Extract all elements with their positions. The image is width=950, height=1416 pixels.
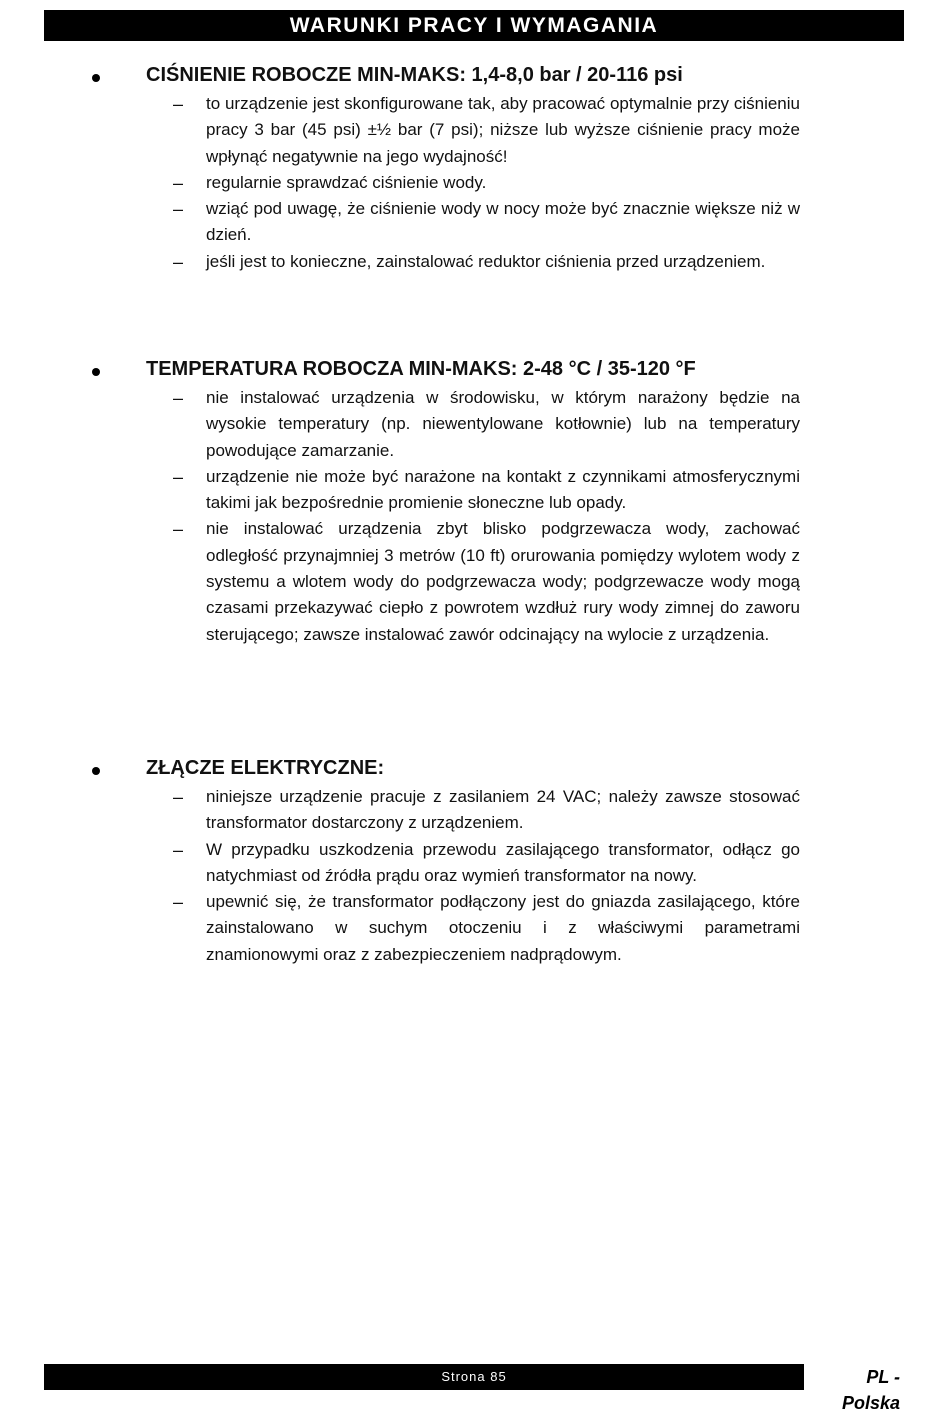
page-number: Strona 85: [441, 1369, 507, 1384]
dash-marker: –: [173, 839, 184, 860]
dash-marker: –: [173, 388, 184, 408]
section-bullet: [92, 767, 100, 775]
section-heading: CIŚNIENIE ROBOCZE MIN-MAKS: 1,4-8,0 bar / 20-116 psi: [146, 64, 683, 86]
page-footer: [44, 1364, 904, 1413]
list-item: – regularnie sprawdzać ciśnienie wody.: [0, 170, 950, 196]
section-heading: TEMPERATURA ROBOCZA MIN-MAKS: 2-48 °C / 35-120 °F: [146, 358, 696, 380]
list-item: – to urządzenie jest skonfigurowane tak, aby pracować optymalnie przy ciśnieniu pracy 3 bar (45 psi) ±½ bar (7 psi); niższe lub wyższe ciśnienie pracy może wpłynąć negatywnie na jego wydajność!: [0, 91, 950, 170]
list-item: – jeśli jest to konieczne, zainstalować reduktor ciśnienia przed urządzeniem.: [0, 249, 950, 275]
section-heading: ZŁĄCZE ELEKTRYCZNE:: [146, 757, 385, 779]
dash-marker: –: [173, 466, 184, 487]
dash-marker: –: [173, 94, 184, 114]
section-bullet: [92, 368, 100, 376]
dash-marker: –: [173, 199, 184, 220]
dash-marker: –: [173, 251, 184, 272]
list-item: – wziąć pod uwagę, że ciśnienie wody w nocy może być znacznie większe niż w dzień.: [0, 196, 950, 249]
list-item: – nie instalować urządzenia zbyt blisko podgrzewacza wody, zachować odległość przynajmniej 3 metrów (10 ft) orurowania pomiędzy wylotem wody z systemu a wlotem wody do podgrzewacza wody; podgrzewacze wody mogą czasami przekazywać ciepło z powrotem wzdłuż rury wody zimnej do zaworu sterującego; zawsze instalować zawór odcinający na wylocie z urządzenia.: [0, 516, 950, 647]
dash-marker: –: [173, 519, 184, 540]
list-item: – upewnić się, że transformator podłączony jest do gniazda zasilającego, które zainstalowano w suchym otoczeniu i z właściwymi parametrami znamionowymi oraz z zabezpieczeniem nadprądowym.: [0, 889, 950, 968]
dash-marker: –: [173, 172, 184, 193]
list-item: – urządzenie nie może być narażone na kontakt z czynnikami atmosferycznymi takimi jak bezpośrednie promienie słoneczne lub opady.: [0, 464, 950, 517]
page-header-title: WARUNKI PRACY I WYMAGANIA: [44, 10, 904, 41]
list-item: – niniejsze urządzenie pracuje z zasilaniem 24 VAC; należy zawsze stosować transformator dostarczony z urządzeniem.: [0, 784, 950, 837]
dash-marker: –: [173, 892, 184, 913]
list-item: – nie instalować urządzenia w środowisku, w którym narażony będzie na wysokie temperatury (np. niewentylowane kotłownie) lub na temperatury powodujące zamarzanie.: [0, 385, 950, 464]
language-label: PL - Polska: [804, 1364, 904, 1390]
list-item: – W przypadku uszkodzenia przewodu zasilającego transformator, odłącz go natychmiast od źródła prądu oraz wymień transformator na nowy.: [0, 837, 950, 890]
dash-marker: –: [173, 787, 184, 807]
section-bullet: [92, 74, 100, 82]
